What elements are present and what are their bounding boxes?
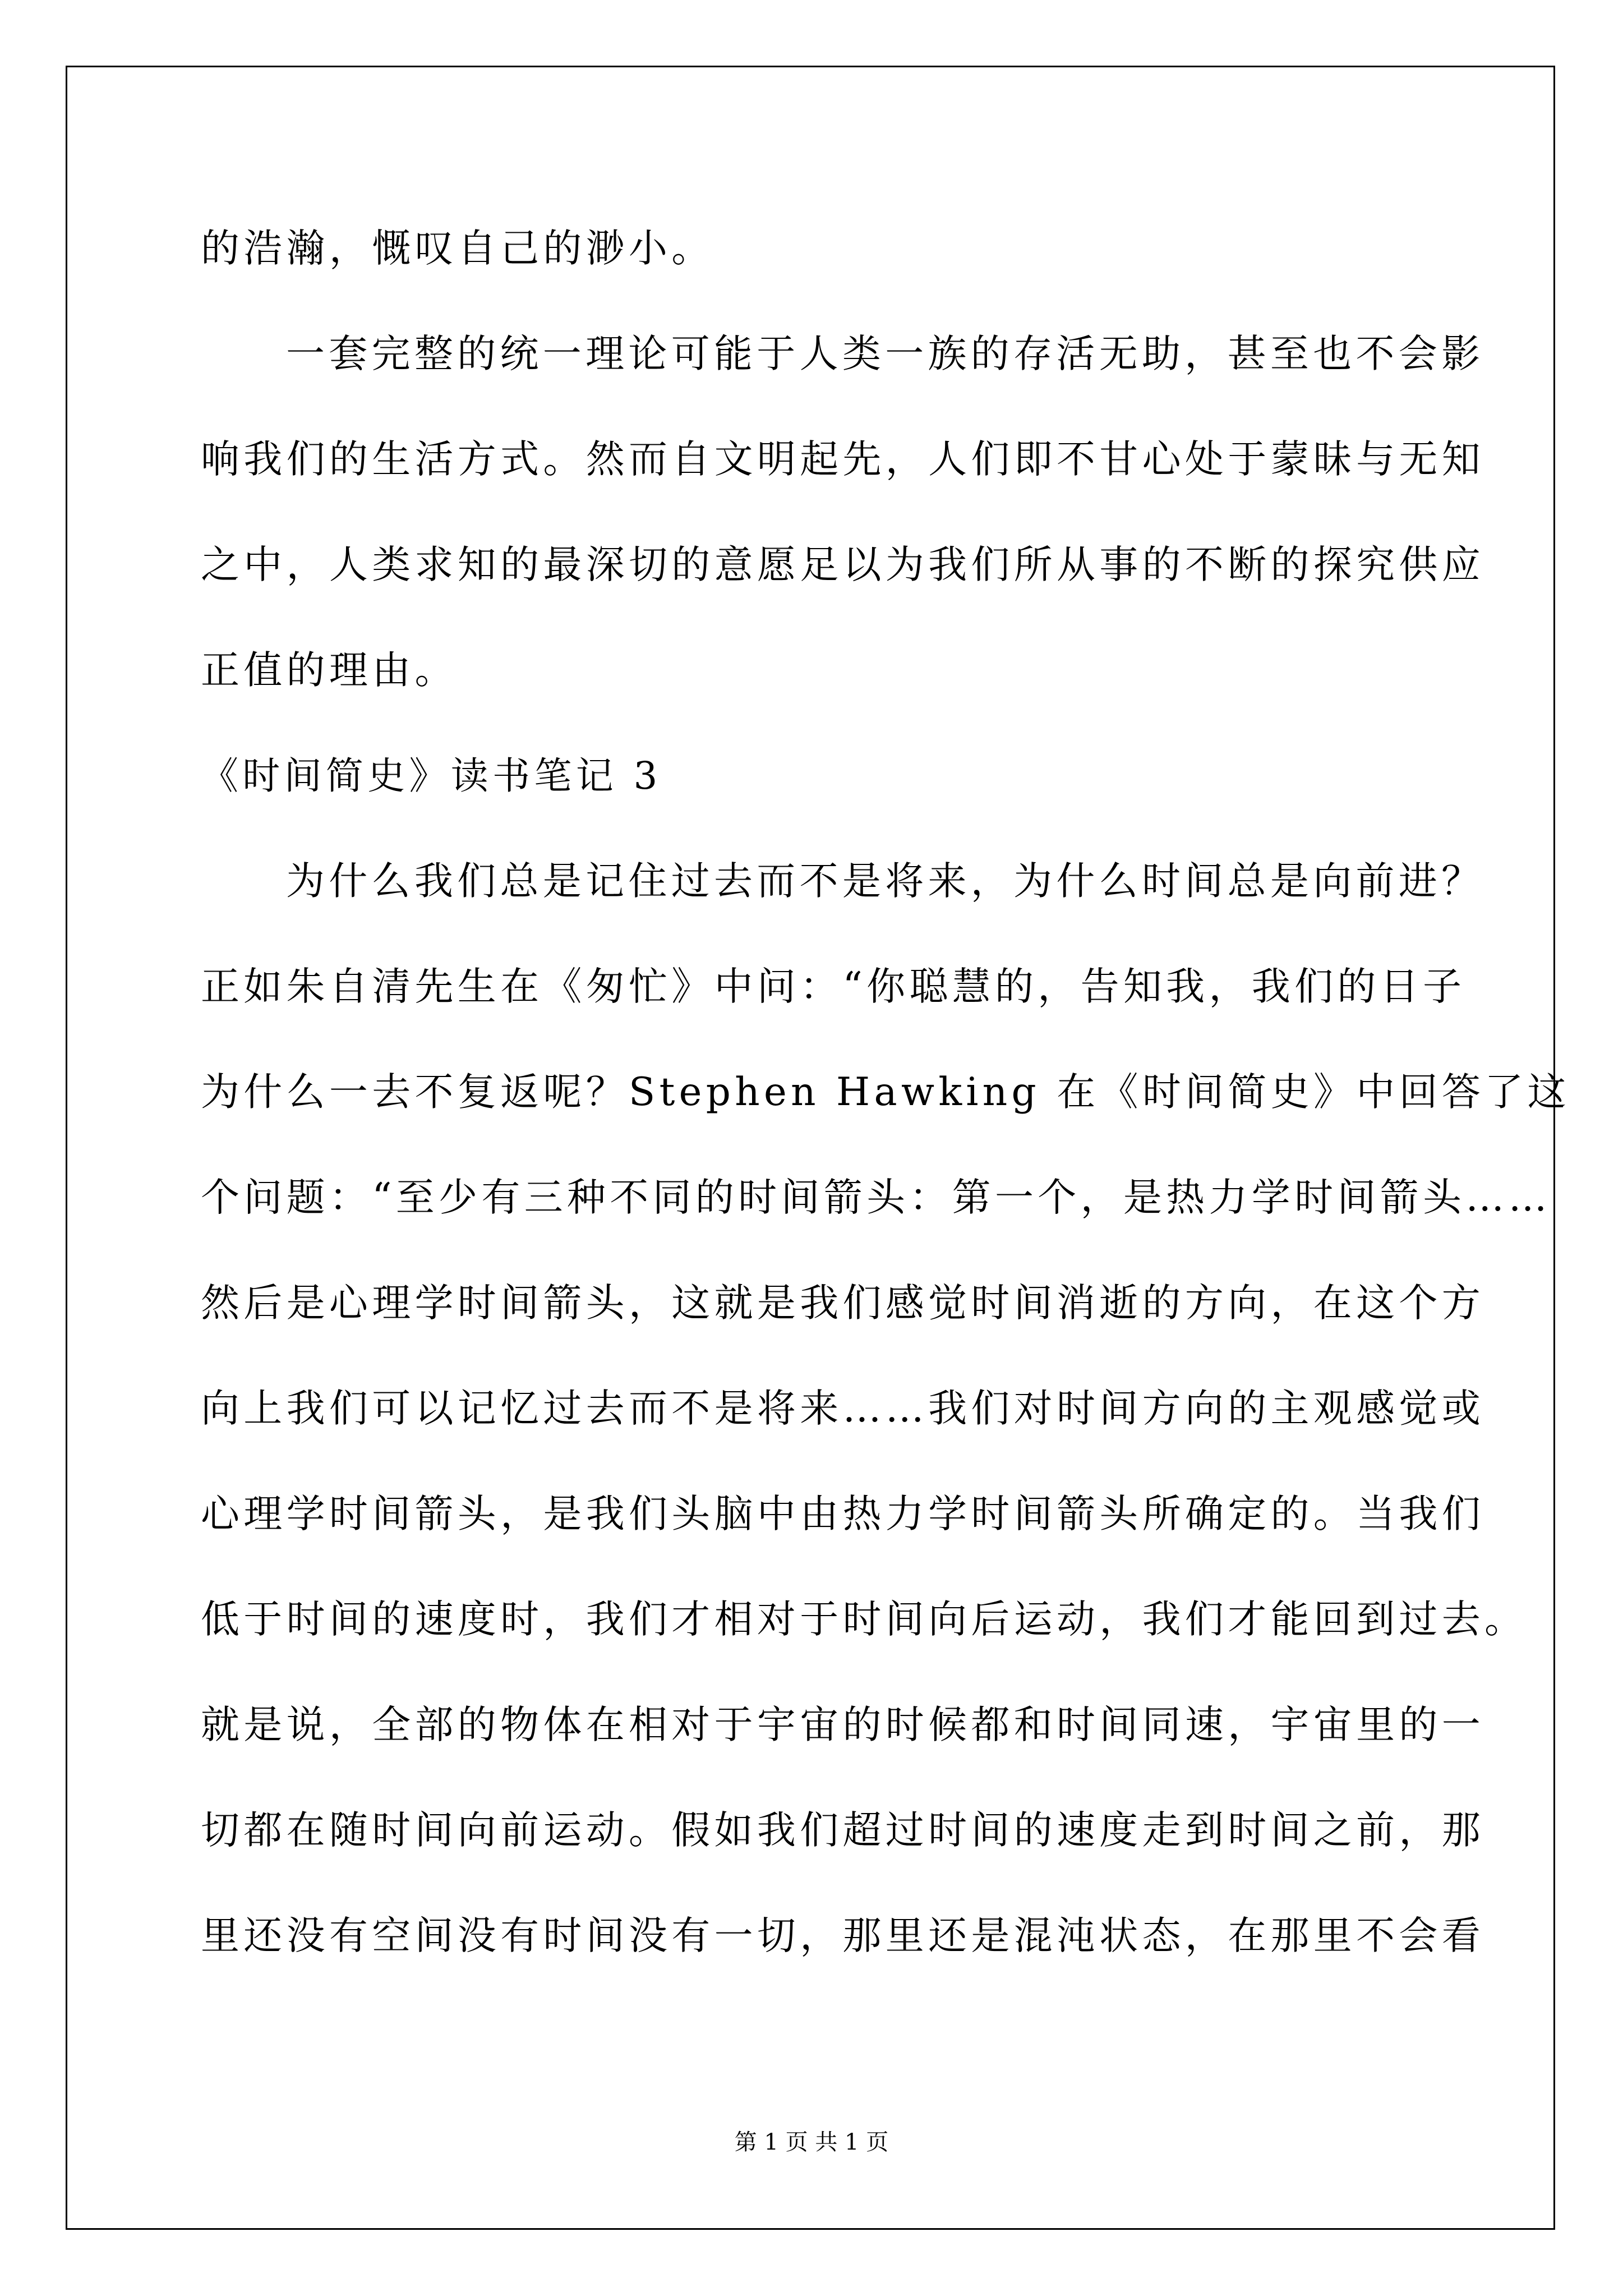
text-line: 的浩瀚，慨叹自己的渺小。: [201, 226, 714, 271]
text-line: 正值的理由。: [201, 648, 458, 693]
text-line: 低于时间的速度时，我们才相对于时间向后运动，我们才能回到过去。: [201, 1597, 1528, 1642]
text-line: 之中，人类求知的最深切的意愿足以为我们所从事的不断的探究供应: [201, 542, 1484, 587]
page-footer: 第 1 页 共 1 页: [734, 2129, 889, 2155]
text-line: 一套完整的统一理论可能于人类一族的存活无助，甚至也不会影: [286, 332, 1484, 376]
section-heading: 《时间简史》读书笔记 3: [201, 754, 662, 798]
text-line: 就是说，全部的物体在相对于宇宙的时候都和时间同速，宇宙里的一: [201, 1703, 1484, 1747]
text-line: 响我们的生活方式。然而自文明起先，人们即不甘心处于蒙昧与无知: [201, 437, 1484, 482]
text-line: 正如朱自清先生在《匆忙》中问：“你聪慧的，告知我，我们的日子: [201, 964, 1466, 1009]
text-line: 向上我们可以记忆过去而不是将来……我们对时间方向的主观感觉或: [201, 1386, 1484, 1431]
text-line: 为什么一去不复返呢？Stephen Hawking 在《时间简史》中回答了这: [201, 1070, 1570, 1115]
text-line: 为什么我们总是记住过去而不是将来，为什么时间总是向前进？: [286, 859, 1484, 904]
text-line: 个问题：“至少有三种不同的时间箭头：第一个，是热力学时间箭头……: [201, 1175, 1551, 1220]
document-body: [201, 196, 1570, 1989]
text-line: 心理学时间箭头，是我们头脑中由热力学时间箭头所确定的。当我们: [201, 1492, 1484, 1536]
text-line: 切都在随时间向前运动。假如我们超过时间的速度走到时间之前，那: [201, 1808, 1484, 1853]
text-line: 然后是心理学时间箭头，这就是我们感觉时间消逝的方向，在这个方: [201, 1281, 1484, 1326]
text-line: 里还没有空间没有时间没有一切，那里还是混沌状态，在那里不会看: [201, 1913, 1484, 1958]
